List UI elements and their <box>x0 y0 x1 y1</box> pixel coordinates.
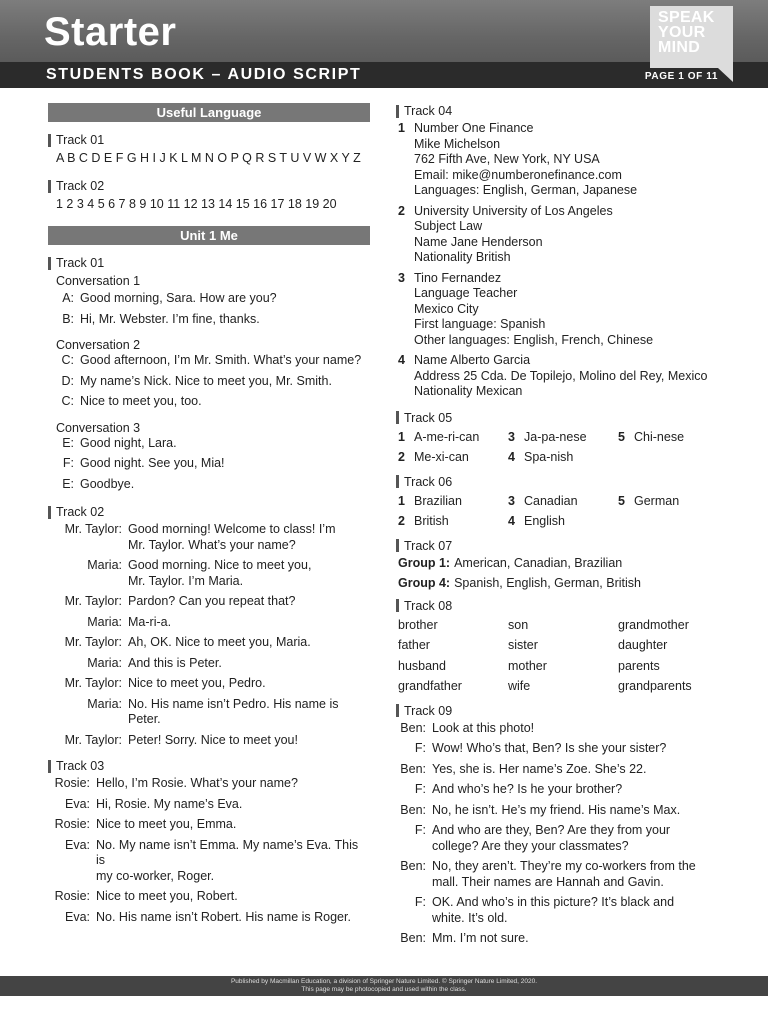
item-text: Chi-nese <box>634 429 685 444</box>
dialogue-line <box>48 697 370 728</box>
dialogue-text-line: And who are they, Ben? Are they from your <box>432 823 671 837</box>
track-02-dialogue <box>48 522 370 748</box>
dialogue-line <box>396 741 726 757</box>
dialogue-line: D: My name’s Nick. Nice to meet you, Mr. Smith. <box>61 373 332 388</box>
grid-item <box>396 511 506 532</box>
dialogue-line <box>48 776 370 792</box>
track-marker <box>396 539 399 552</box>
track-marker <box>396 704 399 717</box>
group-line <box>396 576 726 592</box>
dialogue-text <box>432 895 726 926</box>
page-number: PAGE 1 OF 11 <box>644 71 718 82</box>
item-text: Me-xi-can <box>414 450 469 464</box>
dialogue-line <box>396 782 726 798</box>
numbered-entry <box>396 204 726 266</box>
entry-line: Address 25 Cda. De Topilejo, Molino del Rey, Mexico <box>414 368 708 383</box>
dialogue-text <box>96 889 370 905</box>
item-number: 3 <box>508 429 515 444</box>
dialogue-text-line: Peter! Sorry. Nice to meet you! <box>128 732 298 747</box>
item-number: 3 <box>508 493 515 508</box>
track-label: Track 01 <box>48 132 370 148</box>
track-marker <box>48 257 51 270</box>
dialogue-text-line: white. It’s old. <box>432 910 508 925</box>
vocab-word: father <box>398 638 430 652</box>
dialogue-text-line: Hello, I’m Rosie. What’s your name? <box>96 776 298 790</box>
dialogue-text-line: Pardon? Can you repeat that? <box>128 594 296 608</box>
item-text: Ja-pa-nese <box>524 429 587 444</box>
dialogue-text <box>128 558 370 589</box>
entry-line: University University of Los Angeles <box>414 203 613 218</box>
dialogue-text-line: Nice to meet you, Pedro. <box>128 676 266 690</box>
dialogue-text-line: college? Are they your classmates? <box>432 838 629 853</box>
track-08-words <box>398 615 726 697</box>
dialogue-line: A: Good morning, Sara. How are you? <box>62 291 277 305</box>
dialogue-text <box>432 782 726 798</box>
speaker-label: Mr. Taylor: <box>64 635 122 649</box>
entry-number: 2 <box>398 203 405 218</box>
item-number: 2 <box>398 514 405 528</box>
dialogue-line <box>48 889 370 905</box>
section-heading-useful-language: Useful Language <box>48 103 370 122</box>
speaker-label: Ben: <box>400 720 426 735</box>
dialogue-text <box>128 615 370 631</box>
item-number: 1 <box>398 493 405 508</box>
entry-lines <box>414 271 653 349</box>
entry-line: Languages: English, German, Japanese <box>414 183 638 197</box>
track-09-dialogue <box>396 721 726 947</box>
item-number: 4 <box>508 514 515 528</box>
dialogue-line <box>48 558 370 589</box>
entry-number: 4 <box>398 353 405 367</box>
track-label: Track 06 <box>396 474 726 490</box>
dialogue-text <box>432 931 726 947</box>
dialogue-text <box>128 656 370 672</box>
dialogue-text <box>96 817 370 833</box>
track-label: Track 04 <box>396 103 726 119</box>
track-label: Track 05 <box>396 410 726 426</box>
dialogue-text <box>96 910 370 926</box>
entry-line: First language: Spanish <box>414 317 546 331</box>
dialogue-text-line: mall. Their names are Hannah and Gavin. <box>432 874 664 889</box>
page-subtitle: STUDENTS BOOK – AUDIO SCRIPT <box>46 66 362 83</box>
entry-lines <box>414 121 637 199</box>
vocab-word: daughter <box>618 638 668 652</box>
left-column <box>48 103 370 925</box>
numbered-entry <box>396 353 726 400</box>
grid-item <box>396 447 506 468</box>
speaker-label: Mr. Taylor: <box>64 522 122 536</box>
dialogue-text-line: Nice to meet you, Emma. <box>96 817 237 831</box>
dialogue-line: E: Goodbye. <box>62 476 135 491</box>
dialogue-text-line: Ma-ri-a. <box>128 614 172 629</box>
vocab-word: mother <box>508 658 547 673</box>
track-label: Track 09 <box>396 703 726 719</box>
dialogue-line <box>396 721 726 737</box>
dialogue-line <box>48 910 370 926</box>
item-number: 5 <box>618 429 625 444</box>
alphabet-text: A B C D E F G H I J K L M N O P Q R S T U V W X Y Z <box>56 151 361 165</box>
dialogue-line <box>396 895 726 926</box>
dialogue-text <box>128 594 370 610</box>
speaker-label: Maria: <box>87 655 122 670</box>
dialogue-line <box>396 931 726 947</box>
dialogue-line <box>48 656 370 672</box>
track-label: Track 03 <box>48 758 370 774</box>
item-text: Brazilian <box>414 493 462 508</box>
dialogue-text-line: Yes, she is. Her name’s Zoe. She’s 22. <box>432 761 647 776</box>
entry-number: 3 <box>398 270 405 285</box>
entry-line: 762 Fifth Ave, New York, NY USA <box>414 152 600 166</box>
numbers-text: 1 2 3 4 5 6 7 8 9 10 11 12 13 14 15 16 17 18 19 20 <box>56 197 337 211</box>
track-label: Track 07 <box>396 538 726 554</box>
item-text: Canadian <box>524 493 578 508</box>
speaker-label: Maria: <box>87 558 122 572</box>
vocab-word: son <box>508 617 529 632</box>
dialogue-line <box>48 676 370 692</box>
track-label: Track 01 <box>48 255 370 271</box>
dialogue-line <box>48 797 370 813</box>
dialogue-text-line: And who’s he? Is he your brother? <box>432 782 623 796</box>
page-title: Starter <box>44 10 177 54</box>
speaker-label: Eva: <box>64 796 90 811</box>
dialogue-text <box>128 733 370 749</box>
vocab-word: grandfather <box>398 679 462 693</box>
track-03-dialogue <box>48 776 370 925</box>
dialogue-text <box>128 522 370 553</box>
speaker-label: Mr. Taylor: <box>64 676 122 690</box>
dialogue-line <box>48 733 370 749</box>
dialogue-text-line: my co-worker, Roger. <box>96 868 215 883</box>
dialogue-line: C: Nice to meet you, too. <box>61 394 202 408</box>
item-text: British <box>414 514 449 528</box>
speaker-label: Eva: <box>64 909 90 924</box>
right-column <box>396 103 726 947</box>
numbered-entry <box>396 121 726 199</box>
entry-lines <box>414 353 707 400</box>
speaker-label: Rosie: <box>54 776 90 790</box>
dialogue-text-line: OK. And who’s in this picture? It’s black and <box>432 895 675 909</box>
dialogue-text-line: Mr. Taylor. I’m Maria. <box>128 573 244 588</box>
dialogue-text-line: And this is Peter. <box>128 655 222 670</box>
dialogue-text <box>96 797 370 813</box>
entry-line: Language Teacher <box>414 286 518 300</box>
item-text: German <box>634 493 680 508</box>
group-label: Group 4: <box>398 576 451 590</box>
track-05-list <box>396 427 726 468</box>
speaker-label: Rosie: <box>54 889 90 903</box>
speaker-label: Maria: <box>87 696 122 711</box>
dialogue-line <box>48 594 370 610</box>
section-heading-unit-1: Unit 1 Me <box>48 226 370 245</box>
grid-item <box>506 447 616 468</box>
track-04-list <box>396 121 726 400</box>
track-marker <box>48 134 51 147</box>
group-label: Group 1: <box>398 555 451 570</box>
item-number: 1 <box>398 429 405 444</box>
speaker-label: F: <box>414 823 426 837</box>
numbered-entry <box>396 271 726 349</box>
dialogue-text <box>128 697 370 728</box>
footer-permission: This page may be photocopied and used within the class. <box>301 986 467 993</box>
group-line <box>396 556 726 572</box>
entry-line: Mike Michelson <box>414 136 501 151</box>
dialogue-line: E: Good night, Lara. <box>62 435 177 450</box>
dialogue-line: C: Good afternoon, I’m Mr. Smith. What’s your name? <box>61 353 362 367</box>
dialogue-line <box>396 859 726 890</box>
dialogue-line <box>396 762 726 778</box>
dialogue-text <box>432 859 726 890</box>
track-marker <box>396 105 399 118</box>
grid-item <box>396 491 506 512</box>
speaker-label: Mr. Taylor: <box>64 594 122 608</box>
entry-line: Mexico City <box>414 301 479 316</box>
track-marker <box>48 180 51 193</box>
entry-number: 1 <box>398 121 405 135</box>
grid-item <box>616 427 726 448</box>
dialogue-line <box>48 838 370 885</box>
dialogue-text-line: Look at this photo! <box>432 720 535 735</box>
dialogue-line <box>48 522 370 553</box>
track-label: Track 02 <box>48 178 370 194</box>
speaker-label: F: <box>414 741 426 755</box>
dialogue-text <box>432 762 726 778</box>
vocab-word: wife <box>508 679 531 693</box>
conversation-title: Conversation 1 <box>56 274 141 288</box>
track-07-groups <box>396 556 726 592</box>
dialogue-line <box>396 823 726 854</box>
item-text: English <box>524 514 565 528</box>
vocab-word: sister <box>508 638 538 652</box>
entry-lines <box>414 204 613 266</box>
dialogue-text-line: Hi, Rosie. My name’s Eva. <box>96 796 243 811</box>
speaker-label: Maria: <box>87 614 122 629</box>
item-text: A-me-ri-can <box>414 429 480 444</box>
dialogue-text <box>432 823 726 854</box>
track-marker <box>48 760 51 773</box>
speaker-label: Ben: <box>400 859 426 873</box>
speaker-label: Ben: <box>400 931 426 945</box>
dialogue-text-line: No, he isn’t. He’s my friend. His name’s Max. <box>432 802 681 817</box>
entry-line: Nationality British <box>414 250 511 264</box>
vocab-word: grandmother <box>618 617 689 632</box>
vocab-word: husband <box>398 658 446 673</box>
dialogue-line <box>48 615 370 631</box>
dialogue-line <box>396 803 726 819</box>
dialogue-text-line: No. His name isn’t Pedro. His name is Peter. <box>128 696 339 726</box>
conversation-title: Conversation 2 <box>56 338 141 352</box>
dialogue-text <box>96 838 370 885</box>
footer <box>0 976 768 996</box>
track-label: Track 02 <box>48 504 370 520</box>
dialogue-text-line: Good morning! Welcome to class! I’m <box>128 522 336 536</box>
grid-item <box>396 427 506 448</box>
dialogue-text-line: Mr. Taylor. What’s your name? <box>128 537 296 552</box>
dialogue-text <box>128 635 370 651</box>
dialogue-line: B: Hi, Mr. Webster. I’m fine, thanks. <box>62 311 260 326</box>
dialogue-text <box>432 741 726 757</box>
track-06-list <box>396 491 726 532</box>
dialogue-text-line: Wow! Who’s that, Ben? Is she your sister? <box>432 741 667 755</box>
track-marker <box>396 599 399 612</box>
dialogue-text-line: No. His name isn’t Robert. His name is Roger. <box>96 909 351 924</box>
dialogue-text-line: Mm. I’m not sure. <box>432 931 529 945</box>
speaker-label: Mr. Taylor: <box>64 732 122 747</box>
dialogue-text <box>128 676 370 692</box>
speaker-label: Ben: <box>400 802 426 817</box>
grid-item <box>506 427 616 448</box>
track-label: Track 08 <box>396 598 726 614</box>
group-text: American, Canadian, Brazilian <box>454 555 623 570</box>
item-number: 2 <box>398 450 405 464</box>
dialogue-text <box>96 776 370 792</box>
track-marker <box>48 506 51 519</box>
speaker-label: Ben: <box>400 761 426 776</box>
track-marker <box>396 475 399 488</box>
entry-line: Number One Finance <box>414 121 534 135</box>
dialogue-line <box>48 635 370 651</box>
entry-line: Name Alberto Garcia <box>414 353 531 367</box>
entry-line: Subject Law <box>414 219 483 233</box>
conversation-title: Conversation 3 <box>56 420 141 435</box>
grid-item <box>506 511 616 532</box>
vocab-word: grandparents <box>618 679 692 693</box>
track-marker <box>396 411 399 424</box>
dialogue-text-line: Good morning. Nice to meet you, <box>128 558 312 572</box>
vocab-word: parents <box>618 658 660 673</box>
dialogue-text <box>432 803 726 819</box>
dialogue-text-line: Nice to meet you, Robert. <box>96 889 238 903</box>
speaker-label: F: <box>414 895 426 909</box>
footer-copyright: Published by Macmillan Education, a division of Springer Nature Limited. © Springer Nature Limited, 2020. <box>230 978 538 985</box>
dialogue-text-line: Ah, OK. Nice to meet you, Maria. <box>128 635 311 649</box>
speaker-label: Rosie: <box>54 817 90 831</box>
vocab-word: brother <box>398 617 438 632</box>
item-text: Spa-nish <box>524 450 574 464</box>
item-number: 4 <box>508 450 515 464</box>
entry-line: Other languages: English, French, Chinese <box>414 332 654 347</box>
dialogue-line: F: Good night. See you, Mia! <box>62 456 225 470</box>
entry-line: Email: mike@numberonefinance.com <box>414 167 622 182</box>
item-number: 5 <box>618 493 625 508</box>
group-text: Spanish, English, German, British <box>454 576 641 590</box>
entry-line: Tino Fernandez <box>414 270 502 285</box>
dialogue-text-line: No, they aren’t. They’re my co-workers from the <box>432 859 696 873</box>
dialogue-text-line: No. My name isn’t Emma. My name’s Eva. This is <box>96 837 359 867</box>
entry-line: Name Jane Henderson <box>414 234 543 249</box>
grid-item <box>506 491 616 512</box>
dialogue-text <box>432 721 726 737</box>
entry-line: Nationality Mexican <box>414 384 523 398</box>
logo-text: SPEAK YOUR MIND <box>658 9 715 56</box>
speaker-label: F: <box>414 782 426 796</box>
dialogue-line <box>48 817 370 833</box>
grid-item <box>616 491 726 512</box>
speaker-label: Eva: <box>64 837 90 852</box>
